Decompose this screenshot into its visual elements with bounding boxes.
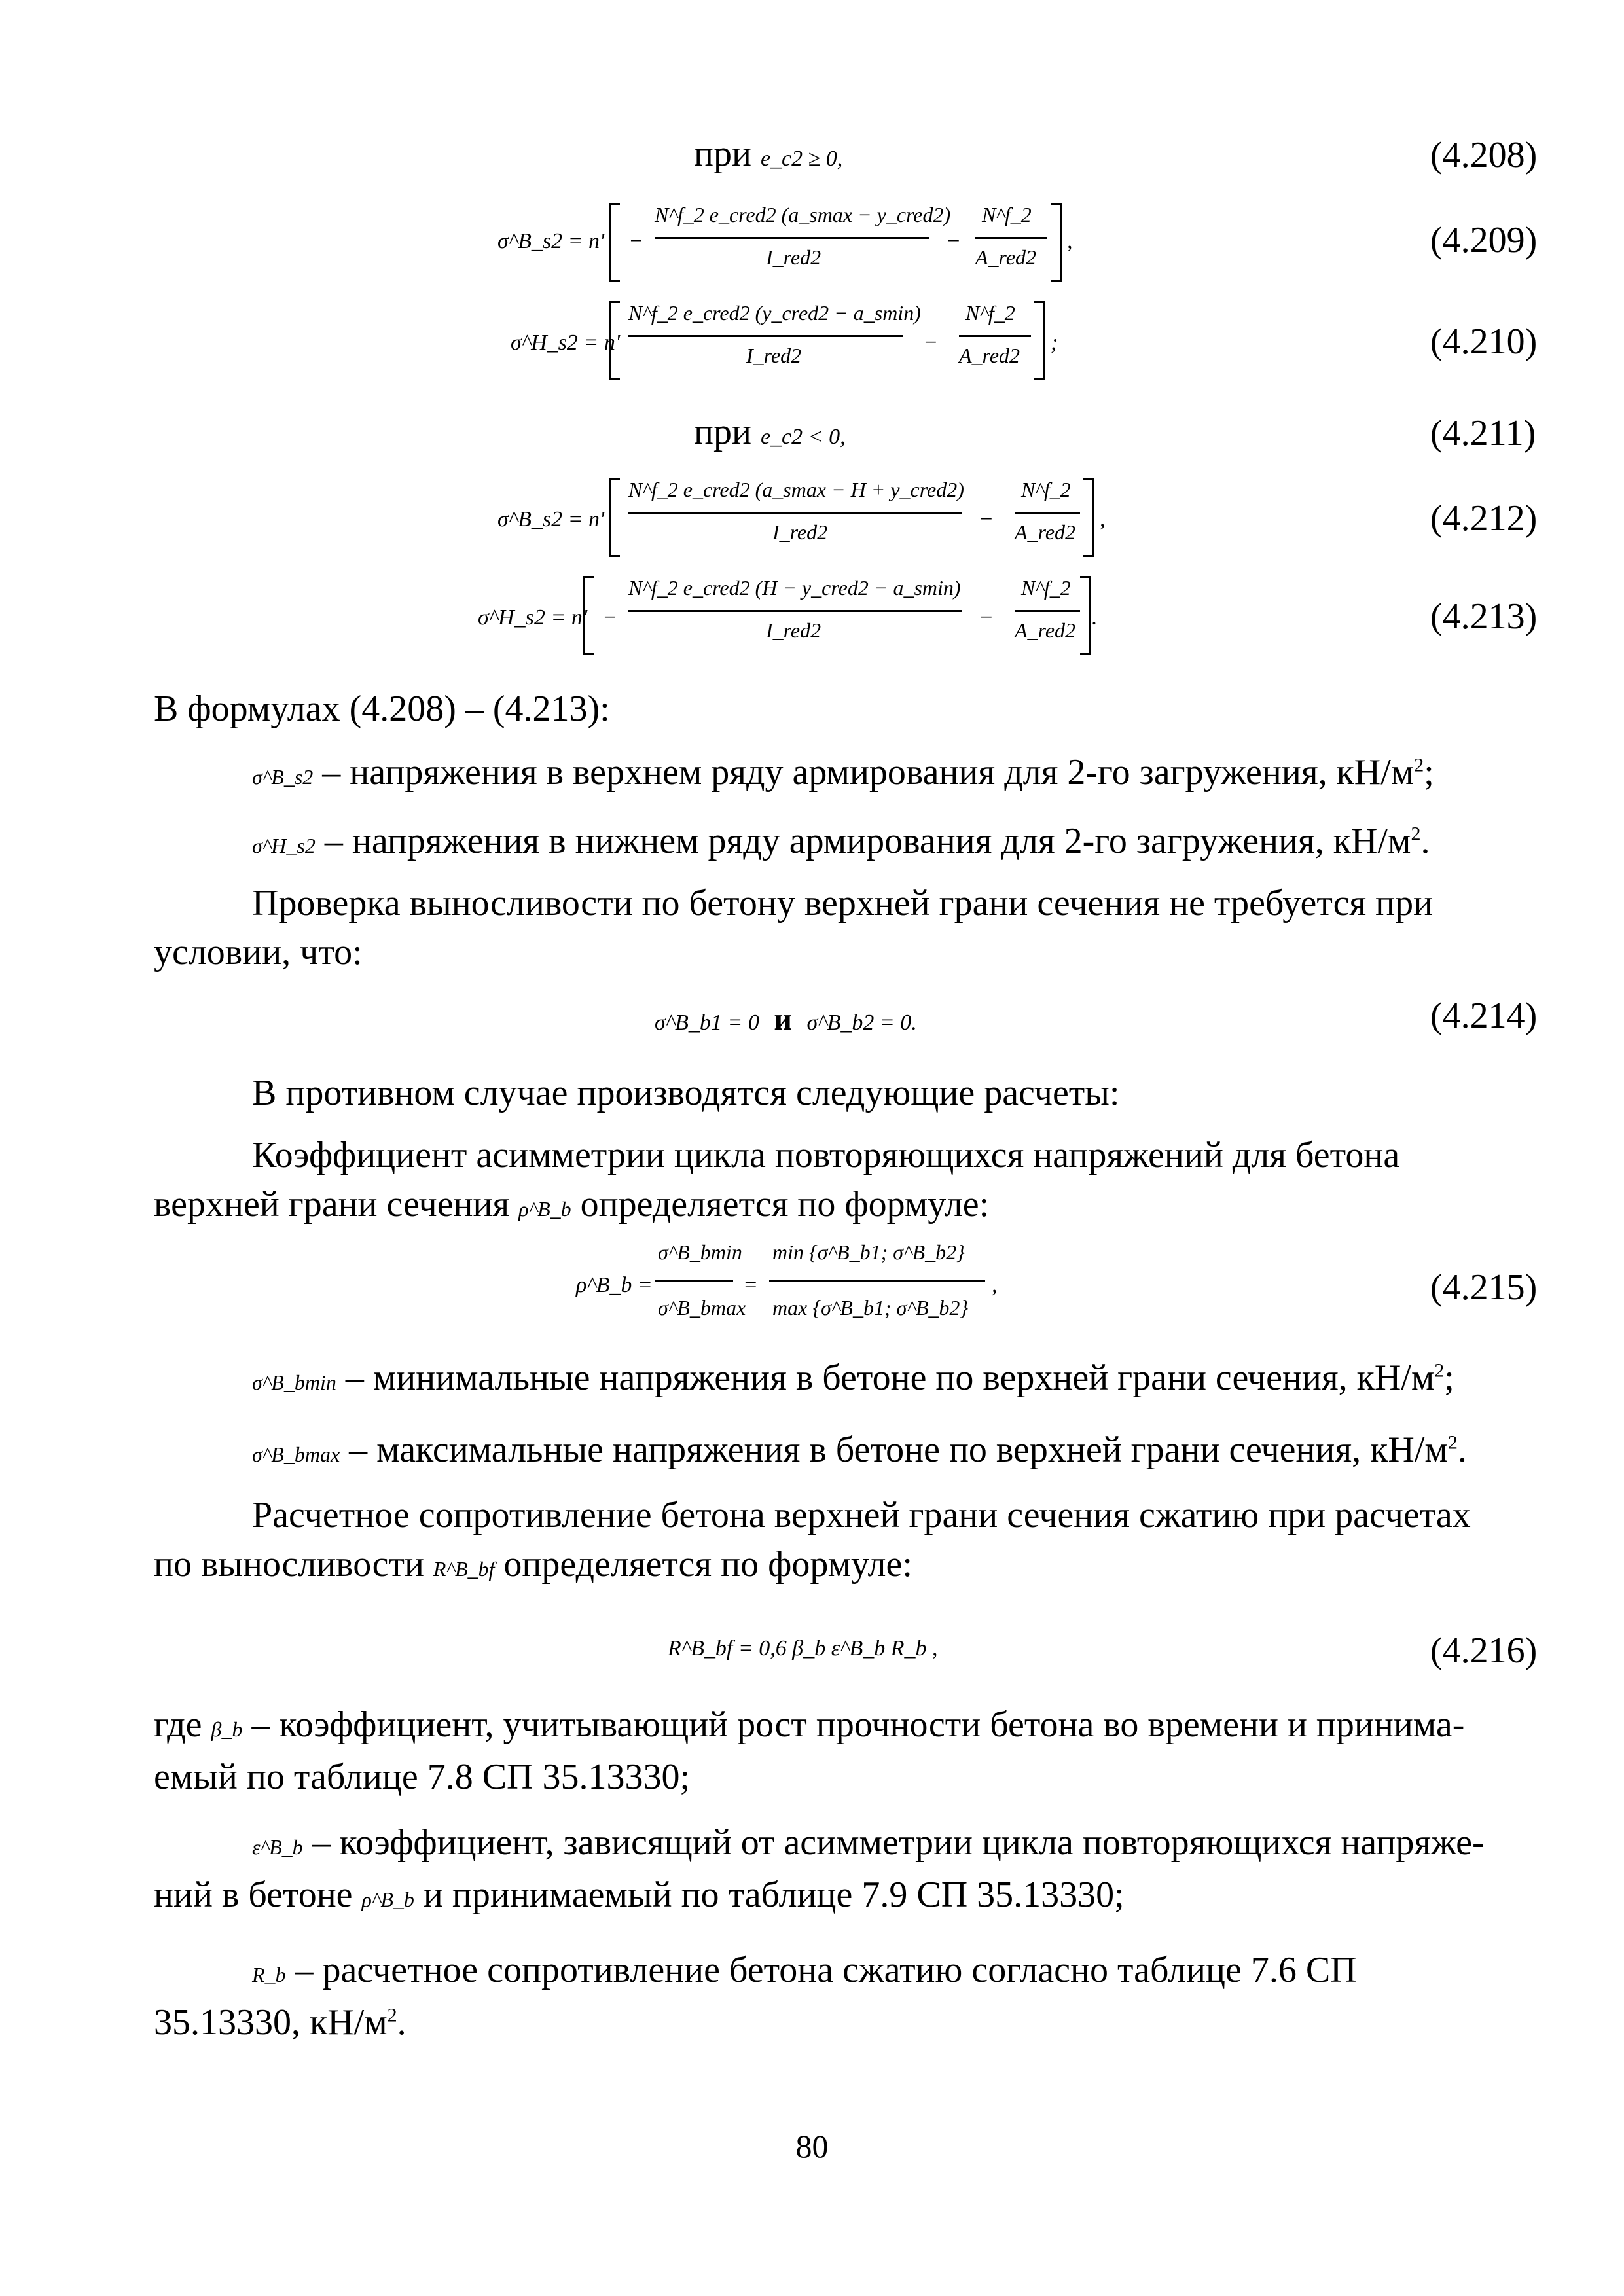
eq212-lhs: σ^B_s2 = n' xyxy=(497,507,605,531)
eq212-fraction-bar xyxy=(628,512,962,514)
coef-line-2a: верхней грани сечения xyxy=(154,1184,510,1225)
eq-4-210 xyxy=(511,301,1100,386)
eq-4-211 xyxy=(694,409,846,455)
def-min-text: – минимальные напряжения в бетоне по верхней грани сечения, кН/м xyxy=(345,1357,1435,1398)
eps-symbol-2: ρ^B_b xyxy=(361,1888,414,1911)
eps-line-2a: ний в бетоне xyxy=(154,1874,353,1915)
rb-line-2-text: 35.13330, кН/м xyxy=(154,2002,388,2043)
eq210-minus: − xyxy=(923,331,938,355)
rb-sq: 2 xyxy=(387,2004,397,2026)
eq-4-214 xyxy=(655,1001,917,1037)
def-sigma-h-symbol: σ^H_s2 xyxy=(252,834,316,857)
def-sigma-h xyxy=(252,818,1430,864)
eq212-bracket-right xyxy=(1083,478,1094,557)
eq-4-213 xyxy=(478,576,1100,661)
eq209-bracket-left xyxy=(609,203,620,282)
eq213-bracket-left xyxy=(583,576,594,655)
page-number: 80 xyxy=(795,2128,829,2164)
eq210-numerator: N^f_2 e_cred2 (y_cred2 − a_smin) xyxy=(628,301,921,325)
eq211-expr: e_c2 < 0, xyxy=(760,425,846,449)
eq212-term2-den: A_red2 xyxy=(1015,520,1076,544)
eq212-trail: , xyxy=(1100,507,1106,531)
eq209-number: (4.209) xyxy=(1430,220,1538,260)
eq213-denominator: I_red2 xyxy=(766,619,821,642)
res-line-2b: определяется по формуле: xyxy=(503,1544,912,1585)
eq215-number: (4.215) xyxy=(1430,1267,1538,1308)
eq212-term2-num: N^f_2 xyxy=(1021,478,1071,501)
eq210-number: (4.210) xyxy=(1430,321,1538,362)
eq215-num1: σ^B_bmin xyxy=(658,1240,742,1264)
eq210-trail: ; xyxy=(1051,331,1058,355)
coef-line-1: Коэффициент асимметрии цикла повторяющихся напряжений для бетона xyxy=(252,1135,1400,1175)
eq212-fraction-bar-2 xyxy=(1015,512,1080,514)
eq210-bracket-right xyxy=(1034,301,1045,380)
eq214-left: σ^B_b1 = 0 xyxy=(655,1011,759,1035)
eq212-denominator: I_red2 xyxy=(772,520,828,544)
formulas-intro: В формулах (4.208) – (4.213): xyxy=(154,689,610,729)
def-sigma-b xyxy=(252,749,1434,795)
eps-line-1 xyxy=(252,1820,1485,1865)
beta-line-2: емый по таблице 7.8 СП 35.13330; xyxy=(154,1757,691,1797)
eq209-lhs: σ^B_s2 = n' xyxy=(497,229,605,253)
rb-line-2 xyxy=(154,2000,406,2045)
eq215-fraction-bar-1 xyxy=(655,1280,733,1282)
def-sigma-h-sq: 2 xyxy=(1411,823,1421,845)
eps-line-2 xyxy=(154,1872,1125,1918)
eq213-minus: − xyxy=(602,605,617,630)
eps-line-1-text: – коэффициент, зависящий от асимметрии цикла повторяющихся напряже- xyxy=(312,1822,1485,1863)
eq214-conj: и xyxy=(774,1002,792,1037)
eq209-bracket-right xyxy=(1051,203,1062,282)
eq209-numerator: N^f_2 e_cred2 (a_smax − y_cred2) xyxy=(655,203,951,226)
beta-symbol: β_b xyxy=(211,1717,243,1741)
eq212-numerator: N^f_2 e_cred2 (a_smax − H + y_cred2) xyxy=(628,478,964,501)
beta-line-1b: – коэффициент, учитывающий рост прочности бетона во времени и принима- xyxy=(251,1704,1465,1745)
eq211-number: (4.211) xyxy=(1430,413,1536,454)
def-min-symbol: σ^B_bmin xyxy=(252,1371,336,1394)
beta-line-1 xyxy=(154,1702,1464,1748)
res-line-2 xyxy=(154,1541,912,1587)
eq208-prefix: при xyxy=(694,134,751,174)
eq213-minus2: − xyxy=(979,605,994,630)
eq209-fraction-bar-2 xyxy=(975,237,1047,239)
def-max-sq: 2 xyxy=(1447,1431,1458,1454)
def-sigma-b-end: ; xyxy=(1424,752,1434,793)
eq209-term2-num: N^f_2 xyxy=(982,203,1032,226)
eq215-trail: , xyxy=(992,1273,998,1297)
def-sigma-b-sq: 2 xyxy=(1414,754,1424,776)
eq208-expr: e_c2 ≥ 0, xyxy=(760,147,843,171)
eq213-bracket-right xyxy=(1080,576,1091,655)
eq208-number: (4.208) xyxy=(1430,135,1538,175)
eq209-fraction-bar xyxy=(655,237,929,239)
eq212-bracket-left xyxy=(609,478,620,557)
eq210-bracket-left xyxy=(609,301,620,380)
eq209-trail: , xyxy=(1067,229,1073,253)
eq-4-212 xyxy=(497,478,1106,563)
def-min xyxy=(252,1355,1454,1401)
def-max-text: – максимальные напряжения в бетоне по верхней грани сечения, кН/м xyxy=(349,1429,1448,1470)
eq209-denominator: I_red2 xyxy=(766,245,821,269)
eq-4-209 xyxy=(497,203,1087,288)
eps-symbol: ε^B_b xyxy=(252,1835,303,1859)
res-line-1: Расчетное сопротивление бетона верхней грани сечения сжатию при расчетах xyxy=(252,1495,1471,1535)
eq213-fraction-bar-2 xyxy=(1015,610,1080,612)
rb-symbol: R_b xyxy=(252,1963,286,1986)
eq214-right: σ^B_b2 = 0. xyxy=(806,1011,917,1035)
eq210-denominator: I_red2 xyxy=(746,344,802,367)
eq215-eq: = xyxy=(743,1273,758,1297)
def-max-end: . xyxy=(1457,1429,1467,1470)
def-sigma-h-end: . xyxy=(1420,821,1430,861)
rb-line-1 xyxy=(252,1947,1357,1993)
def-sigma-b-symbol: σ^B_s2 xyxy=(252,765,314,789)
eq215-den2: max {σ^B_b1; σ^B_b2} xyxy=(772,1296,969,1319)
eq212-number: (4.212) xyxy=(1430,498,1538,539)
eq209-term2-den: A_red2 xyxy=(975,245,1037,269)
beta-line-1a: где xyxy=(154,1704,202,1745)
eq214-number: (4.214) xyxy=(1430,996,1538,1036)
def-max xyxy=(252,1427,1467,1473)
eq209-minus2: − xyxy=(946,229,961,253)
else-paragraph: В противном случае производятся следующие расчеты: xyxy=(252,1073,1120,1113)
eq213-trail: . xyxy=(1092,605,1098,630)
eps-line-2b: и принимаемый по таблице 7.9 СП 35.13330; xyxy=(423,1874,1125,1915)
res-symbol: R^B_bf xyxy=(433,1557,495,1581)
eq209-minus: − xyxy=(628,229,643,253)
eq213-numerator: N^f_2 e_cred2 (H − y_cred2 − a_smin) xyxy=(628,576,961,600)
eq212-minus: − xyxy=(979,507,994,531)
eq215-fraction-bar-2 xyxy=(769,1280,985,1282)
eq-4-216: R^B_bf = 0,6 β_b ε^B_b R_b , xyxy=(668,1636,938,1660)
eq210-lhs: σ^H_s2 = n' xyxy=(511,331,621,355)
eq210-fraction-bar xyxy=(628,335,903,337)
eq210-term2-num: N^f_2 xyxy=(965,301,1015,325)
eq-4-215 xyxy=(576,1240,1034,1345)
coef-line-2b: определяется по формуле: xyxy=(580,1184,990,1225)
eq213-term2-num: N^f_2 xyxy=(1021,576,1071,600)
eq213-fraction-bar xyxy=(628,610,962,612)
rb-line-1-text: – расчетное сопротивление бетона сжатию согласно таблице 7.6 СП xyxy=(295,1950,1357,1990)
eq210-term2-den: A_red2 xyxy=(959,344,1020,367)
def-min-sq: 2 xyxy=(1434,1359,1445,1382)
eq211-prefix: при xyxy=(694,412,751,452)
coef-line-2 xyxy=(154,1181,989,1227)
eq216-number: (4.216) xyxy=(1430,1630,1538,1671)
eq213-term2-den: A_red2 xyxy=(1015,619,1076,642)
eq215-num2: min {σ^B_b1; σ^B_b2} xyxy=(772,1240,965,1264)
check-line-1: Проверка выносливости по бетону верхней грани сечения не требуется при xyxy=(252,883,1434,924)
def-max-symbol: σ^B_bmax xyxy=(252,1443,340,1466)
def-min-end: ; xyxy=(1444,1357,1454,1398)
coef-symbol: ρ^B_b xyxy=(518,1197,571,1221)
eq210-fraction-bar-2 xyxy=(959,335,1031,337)
check-line-2: условии, что: xyxy=(154,932,363,973)
res-line-2a: по выносливости xyxy=(154,1544,424,1585)
eq215-den1: σ^B_bmax xyxy=(658,1296,746,1319)
eq213-number: (4.213) xyxy=(1430,596,1538,637)
eq-4-208 xyxy=(694,131,842,177)
eq215-lhs: ρ^B_b = xyxy=(576,1273,653,1297)
eq213-lhs: σ^H_s2 = n' xyxy=(478,605,588,630)
def-sigma-b-text: – напряжения в верхнем ряду армирования для 2-го загружения, кН/м xyxy=(322,752,1415,793)
rb-end: . xyxy=(397,2002,406,2043)
def-sigma-h-text: – напряжения в нижнем ряду армирования для 2-го загружения, кН/м xyxy=(324,821,1411,861)
